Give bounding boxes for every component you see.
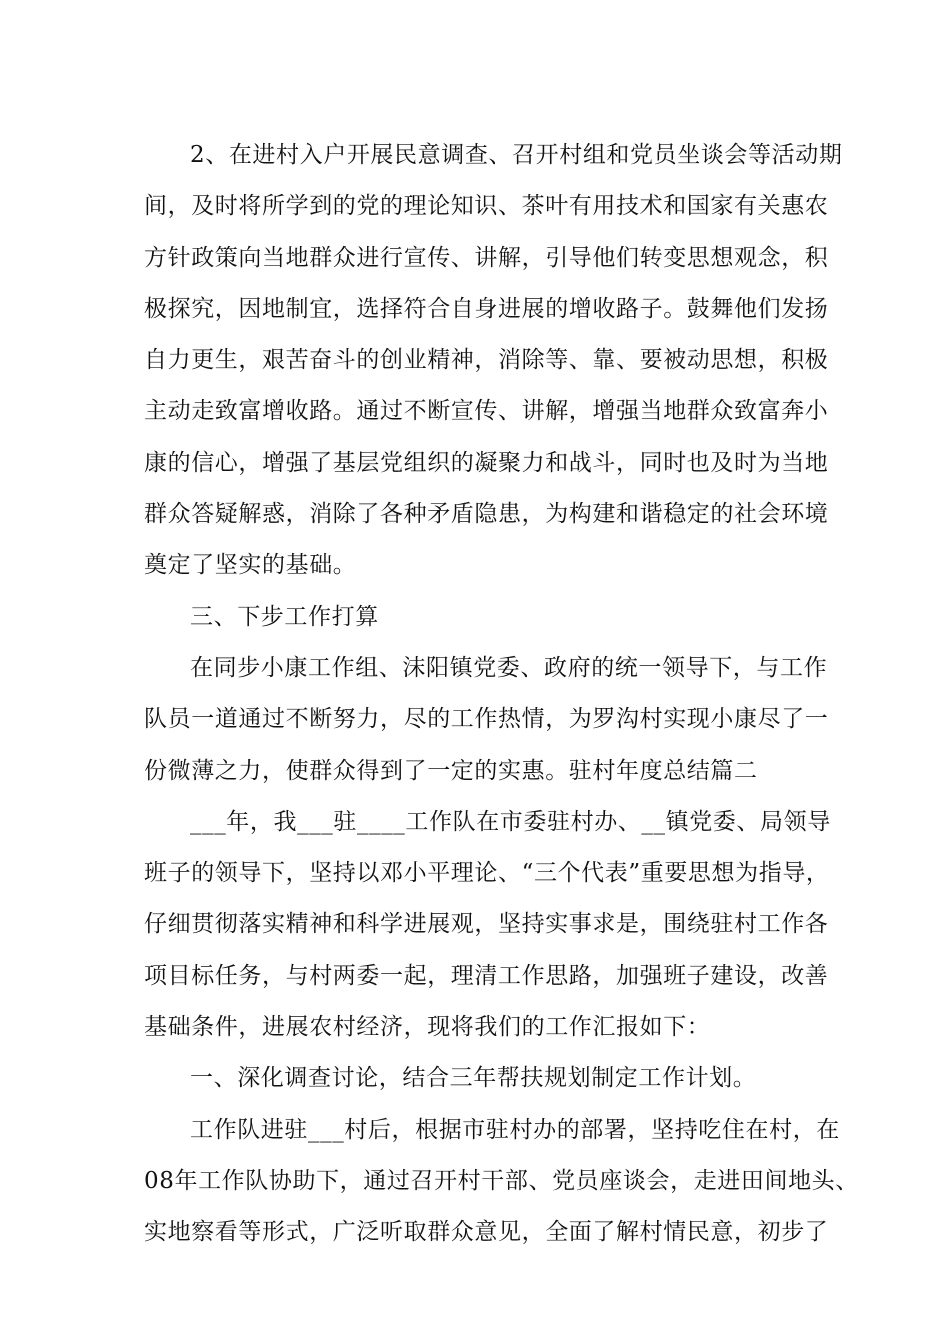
paragraph-line: 在同步小康工作组、沫阳镇党委、政府的统一领导下，与工作 xyxy=(190,654,828,681)
section-heading: 一、深化调查讨论，结合三年帮扶规划制定工作计划。 xyxy=(190,1065,757,1092)
paragraph-line: 实地察看等形式，广泛听取群众意见，全面了解村情民意，初步了 xyxy=(144,1219,829,1246)
paragraph-line: 班子的领导下，坚持以邓小平理论、“三个代表”重要思想为指导， xyxy=(144,860,830,887)
paragraph-line: 项目标任务，与村两委一起，理清工作思路，加强班子建设，改善 xyxy=(144,962,829,989)
paragraph-line: 基础条件，进展农村经济，现将我们的工作汇报如下： xyxy=(144,1014,711,1041)
paragraph-line: 仔细贯彻落实精神和科学进展观，坚持实事求是，围绕驻村工作各 xyxy=(144,911,829,938)
paragraph-line: 队员一道通过不断努力，尽的工作热情，为罗沟村实现小康尽了一 xyxy=(144,706,829,733)
paragraph-line: 康的信心，增强了基层党组织的凝聚力和战斗，同时也及时为当地 xyxy=(144,449,829,476)
paragraph-line: 工作队进驻___村后，根据市驻村办的部署，坚持吃住在村，在 xyxy=(190,1116,840,1143)
paragraph-line: 自力更生，艰苦奋斗的创业精神，消除等、靠、要被动思想，积极 xyxy=(144,347,829,374)
paragraph-line: 08年工作队协助下，通过召开村干部、党员座谈会，走进田间地头、 xyxy=(144,1167,859,1194)
paragraph-line: 份微薄之力，使群众得到了一定的实惠。驻村年度总结篇二 xyxy=(144,757,758,784)
paragraph-line: 2、在进村入户开展民意调查、召开村组和党员坐谈会等活动期 xyxy=(190,142,843,168)
paragraph-line: ___年，我___驻____工作队在市委驻村办、__镇党委、局领导 xyxy=(190,808,831,835)
paragraph-line: 群众答疑解惑，消除了各种矛盾隐患，为构建和谐稳定的社会环境 xyxy=(144,501,829,528)
paragraph-line: 极探究，因地制宜，选择符合自身进展的增收路子。鼓舞他们发扬 xyxy=(144,295,829,322)
paragraph-line: 间，及时将所学到的党的理论知识、茶叶有用技术和国家有关惠农 xyxy=(144,193,829,220)
paragraph-line: 奠定了坚实的基础。 xyxy=(144,552,357,579)
paragraph-line: 方针政策向当地群众进行宣传、讲解，引导他们转变思想观念，积 xyxy=(144,244,829,271)
document-body xyxy=(144,130,859,1259)
section-heading: 三、下步工作打算 xyxy=(190,603,379,630)
paragraph-line: 主动走致富增收路。通过不断宣传、讲解，增强当地群众致富奔小 xyxy=(144,398,829,425)
